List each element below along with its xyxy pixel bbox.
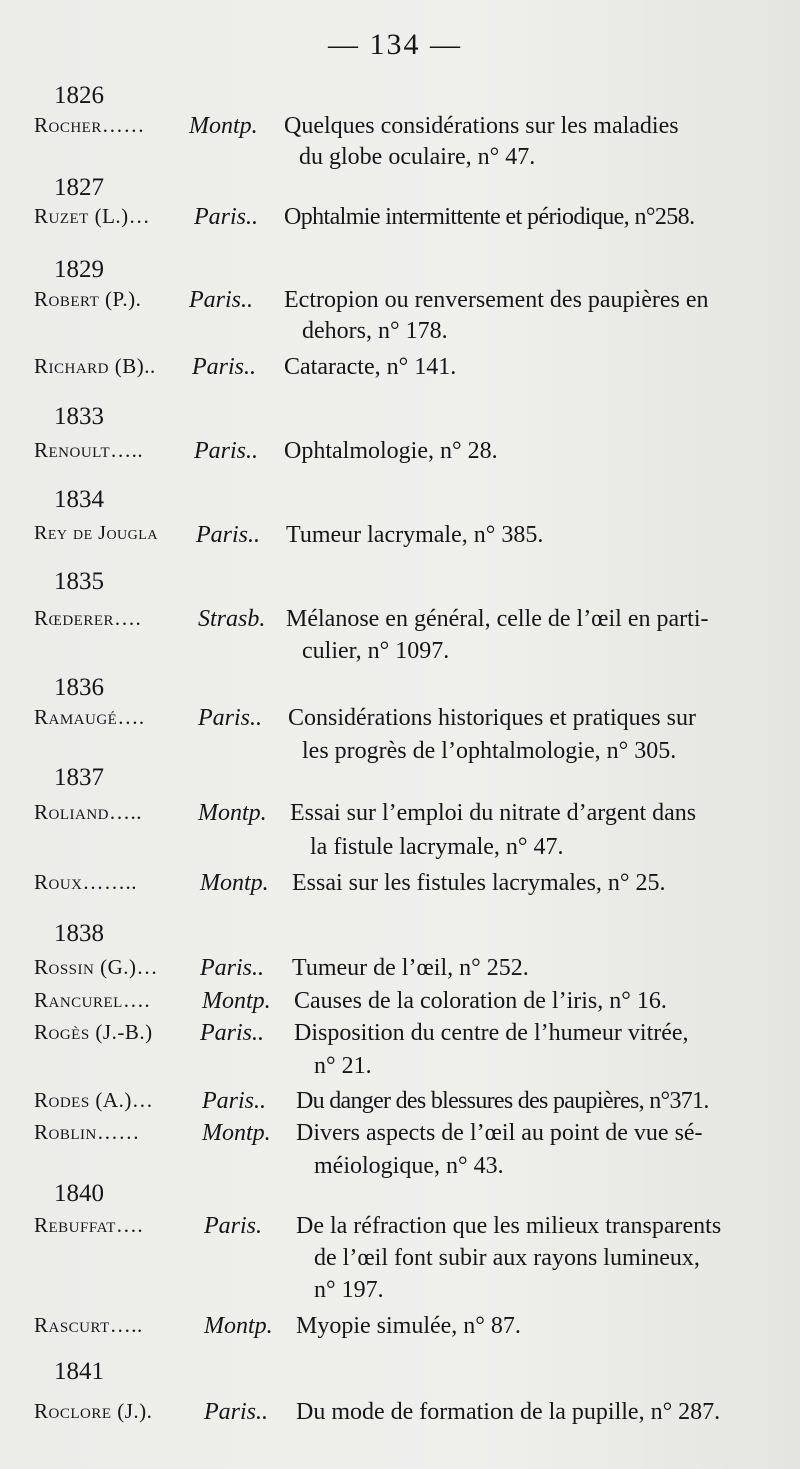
entry-author: Roliand….. (34, 800, 142, 824)
entry-author: Rœderer…. (34, 606, 142, 630)
entry-author: Rogès (J.-B.) (34, 1020, 153, 1044)
bibliography-entry (34, 800, 779, 860)
entry-title-continuation: culier, n° 1097. (302, 638, 450, 664)
entry-title: Tumeur de l’œil, n° 252. (292, 955, 529, 981)
entry-place: Paris.. (202, 1088, 267, 1114)
entry-author: Renoult….. (34, 438, 144, 462)
entry-place: Montp. (202, 988, 271, 1014)
bibliography-entry (34, 1399, 779, 1439)
entry-author: Roux…….. (34, 870, 138, 894)
bibliography-entry (34, 1313, 779, 1353)
entry-title-continuation: de l’œil font subir aux rayons lumineux, (314, 1245, 700, 1271)
entry-place: Montp. (204, 1313, 273, 1339)
entry-author: Rancurel…. (34, 988, 151, 1012)
entry-place: Montp. (198, 800, 267, 826)
year-heading: 1834 (54, 486, 104, 513)
year-heading: 1837 (54, 764, 104, 791)
entry-title: Essai sur les fistules lacrymales, n° 25. (292, 870, 666, 896)
entry-title-continuation: les progrès de l’ophtalmologie, n° 305. (302, 738, 677, 764)
entry-place: Paris.. (200, 955, 265, 981)
entry-place: Paris.. (204, 1399, 269, 1425)
entry-place: Montp. (202, 1120, 271, 1146)
entry-place: Montp. (189, 113, 258, 139)
year-heading: 1835 (54, 568, 104, 595)
year-heading: 1840 (54, 1180, 104, 1207)
entry-place: Paris.. (192, 354, 257, 380)
entry-title: Ectropion ou renversement des paupières en (284, 287, 709, 313)
year-heading: 1827 (54, 174, 104, 201)
entry-title: Mélanose en général, celle de l’œil en parti- (286, 606, 709, 632)
entry-author: Robert (P.). (34, 287, 142, 311)
year-heading: 1829 (54, 256, 104, 283)
entry-title: Tumeur lacrymale, n° 385. (286, 522, 544, 548)
bibliography-entry (34, 606, 779, 664)
entry-title: Causes de la coloration de l’iris, n° 16. (294, 988, 667, 1014)
entry-title: Du danger des blessures des paupières, n°371. (296, 1088, 709, 1114)
entry-title: Ophtalmie intermittente et périodique, n°258. (284, 204, 695, 230)
entry-author: Rodes (A.)… (34, 1088, 154, 1112)
bibliography-entry (34, 1120, 779, 1179)
entry-place: Paris.. (196, 522, 261, 548)
bibliography-entry (34, 438, 779, 478)
bibliography-entry (34, 522, 779, 562)
bibliography-entry (34, 705, 779, 764)
entry-author: Rossin (G.)… (34, 955, 159, 979)
bibliography-entry (34, 204, 779, 244)
bibliography-entry (34, 1213, 779, 1303)
bibliography-entry (34, 354, 779, 394)
entry-author: Rocher…… (34, 113, 145, 137)
entry-title: Considérations historiques et pratiques sur (288, 705, 696, 731)
year-heading: 1836 (54, 674, 104, 701)
entry-place: Paris.. (194, 204, 259, 230)
entry-place: Montp. (200, 870, 269, 896)
year-heading: 1833 (54, 403, 104, 430)
entry-title-continuation: du globe oculaire, n° 47. (299, 144, 536, 170)
entry-place: Strasb. (198, 606, 266, 632)
entry-title-continuation: la fistule lacrymale, n° 47. (310, 834, 564, 860)
entry-title-continuation: dehors, n° 178. (302, 318, 448, 344)
entry-place: Paris.. (189, 287, 254, 313)
page-number: — 134 — (328, 28, 462, 61)
entry-title: Cataracte, n° 141. (284, 354, 457, 380)
entry-place: Paris.. (200, 1020, 265, 1046)
entry-author: Roclore (J.). (34, 1399, 153, 1423)
entry-author: Richard (B).. (34, 354, 156, 378)
entry-place: Paris. (204, 1213, 263, 1239)
entry-title-continuation: n° 197. (314, 1277, 384, 1303)
entry-title: Essai sur l’emploi du nitrate d’argent dans (290, 800, 697, 826)
year-heading: 1826 (54, 82, 104, 109)
entry-place: Paris.. (194, 438, 259, 464)
entry-author: Rebuffat…. (34, 1213, 144, 1237)
bibliography-entry (34, 113, 779, 170)
year-heading: 1841 (54, 1358, 104, 1385)
entry-author: Rascurt….. (34, 1313, 143, 1337)
entry-place: Paris.. (198, 705, 263, 731)
bibliography-entry (34, 1020, 779, 1079)
year-heading: 1838 (54, 920, 104, 947)
entry-author: Roblin…… (34, 1120, 140, 1144)
entry-title: Myopie simulée, n° 87. (296, 1313, 521, 1339)
entry-title-continuation: méiologique, n° 43. (314, 1153, 504, 1179)
entry-title: De la réfraction que les milieux transparents (296, 1213, 722, 1239)
entry-author: Rey de Jougla (34, 522, 158, 544)
entry-title: Ophtalmologie, n° 28. (284, 438, 498, 464)
entry-title: Quelques considérations sur les maladies (284, 113, 679, 139)
entry-title: Du mode de formation de la pupille, n° 287. (296, 1399, 721, 1425)
entry-title: Divers aspects de l’œil au point de vue sé- (296, 1120, 703, 1146)
bibliography-entry (34, 287, 779, 344)
entry-author: Ruzet (L.)… (34, 204, 151, 228)
bibliography-entry (34, 870, 779, 910)
entry-title-continuation: n° 21. (314, 1053, 372, 1079)
entry-title: Disposition du centre de l’humeur vitrée, (294, 1020, 689, 1046)
entry-author: Ramaugé…. (34, 705, 145, 729)
